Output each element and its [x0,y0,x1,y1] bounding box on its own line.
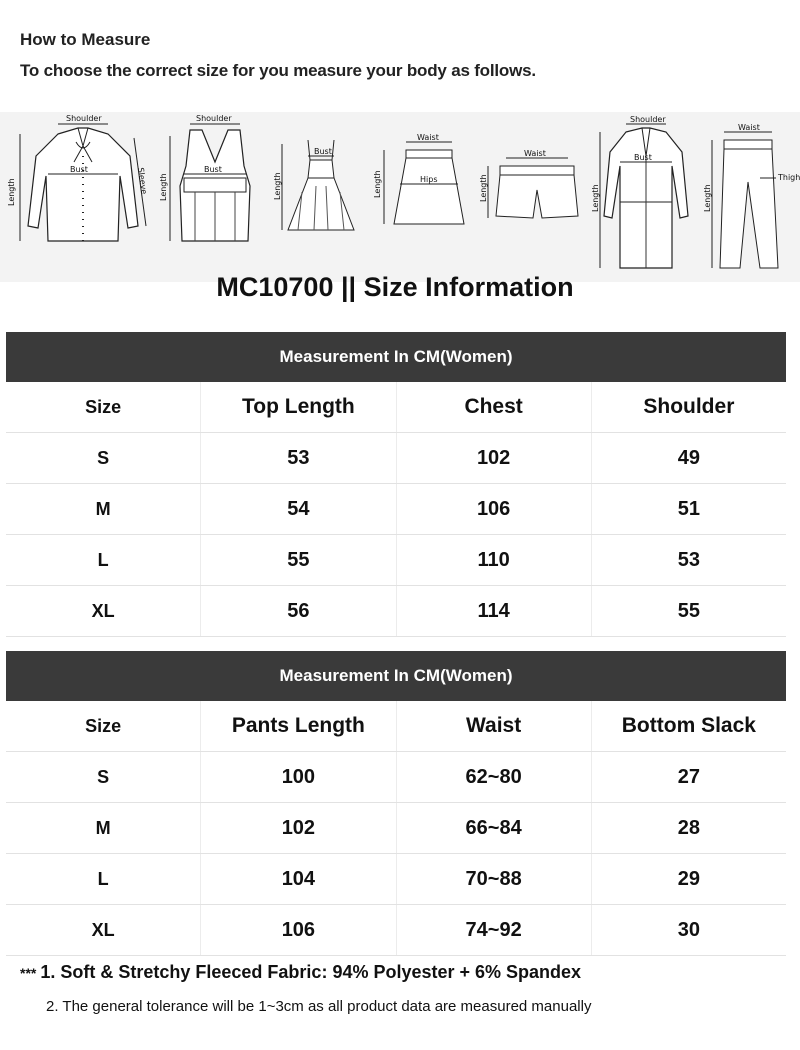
table-row [6,535,786,586]
shirt-sleeve-label: Sleeve [136,167,149,195]
table-cell: XL [6,905,201,955]
table-cell: 74~92 [397,905,592,955]
dress-diagram [272,130,362,240]
how-to-measure-subtitle: To choose the correct size for you measure your body as follows. [20,61,536,80]
skirt-diagram [370,134,470,244]
table-cell: 53 [677,548,700,571]
note-fabric-text: 1. Soft & Stretchy Fleeced Fabric: 94% Polyester + 6% Spandex [40,962,582,982]
table-cell: 100 [201,752,396,802]
table-header-row [6,382,786,433]
table-cell: 110 [397,535,592,585]
column-header: Shoulder [643,395,735,418]
skirt-length-label: Length [373,170,382,198]
table-cell: 30 [677,918,700,941]
shirt-diagram [8,116,158,256]
shorts-length-label: Length [479,174,488,202]
column-header: Pants Length [201,701,396,751]
vest-diagram [160,116,270,256]
table-heading: Measurement In CM(Women) [6,332,786,382]
dress-length-label: Length [273,172,282,200]
table-cell: S [6,433,201,483]
table-cell: 62~80 [397,752,592,802]
note-stars: *** [20,965,37,981]
table-row [6,905,786,956]
shorts-waist-label: Waist [524,149,546,158]
table-row [6,484,786,535]
table-cell: 54 [201,484,396,534]
table-cell: XL [6,586,201,636]
shirt-length-label: Length [7,178,16,206]
coat-shoulder-label: Shoulder [630,115,666,124]
vest-shoulder-label: Shoulder [196,114,232,123]
skirt-waist-label: Waist [417,133,439,142]
table-cell: 106 [397,484,592,534]
column-header: Top Length [201,382,396,432]
shorts-diagram [478,146,588,236]
column-header: Waist [397,701,592,751]
how-to-measure-title: How to Measure [20,30,151,49]
coat-length-label: Length [591,184,600,212]
pants-thigh-label: Thigh [778,173,800,182]
table-cell: 102 [397,433,592,483]
table-cell: 29 [677,867,700,890]
shirt-bust-label: Bust [70,165,88,174]
pants-diagram [700,120,800,280]
table-cell: S [6,752,201,802]
table-cell: 28 [677,816,700,839]
table-cell: 51 [677,497,700,520]
table-row [6,854,786,905]
table-cell: 55 [201,535,396,585]
pants-waist-label: Waist [738,123,760,132]
vest-length-label: Length [159,173,168,201]
table-cell: 55 [677,599,700,622]
tops-size-table [6,332,786,637]
table-cell: 49 [677,446,700,469]
size-information-title: MC10700 || Size Information [216,272,574,302]
table-cell: 70~88 [397,854,592,904]
table-cell: M [6,803,201,853]
column-header: Size [6,701,201,751]
vest-bust-label: Bust [204,165,222,174]
table-row [6,803,786,854]
table-cell: M [6,484,201,534]
table-cell: 106 [201,905,396,955]
coat-diagram [591,115,694,276]
table-row [6,752,786,803]
column-header: Bottom Slack [621,714,756,737]
table-cell: L [6,854,201,904]
table-cell: L [6,535,201,585]
pants-length-label: Length [703,184,712,212]
table-cell: 53 [201,433,396,483]
coat-bust-label: Bust [634,153,652,162]
measurement-diagram-strip [0,112,800,282]
table-cell: 104 [201,854,396,904]
note-tolerance: 2. The general tolerance will be 1~3cm as all product data are measured manually [46,998,592,1015]
table-cell: 102 [201,803,396,853]
table-header-row [6,701,786,752]
note-fabric [20,962,581,983]
table-cell: 27 [677,765,700,788]
table-cell: 114 [397,586,592,636]
table-row [6,586,786,637]
pants-size-table [6,651,786,956]
column-header: Size [6,382,201,432]
column-header: Chest [397,382,592,432]
table-row [6,433,786,484]
table-cell: 56 [201,586,396,636]
dress-bust-label: Bust [314,147,332,156]
table-heading: Measurement In CM(Women) [6,651,786,701]
table-cell: 66~84 [397,803,592,853]
shirt-shoulder-label: Shoulder [66,114,102,123]
skirt-hips-label: Hips [420,175,438,184]
